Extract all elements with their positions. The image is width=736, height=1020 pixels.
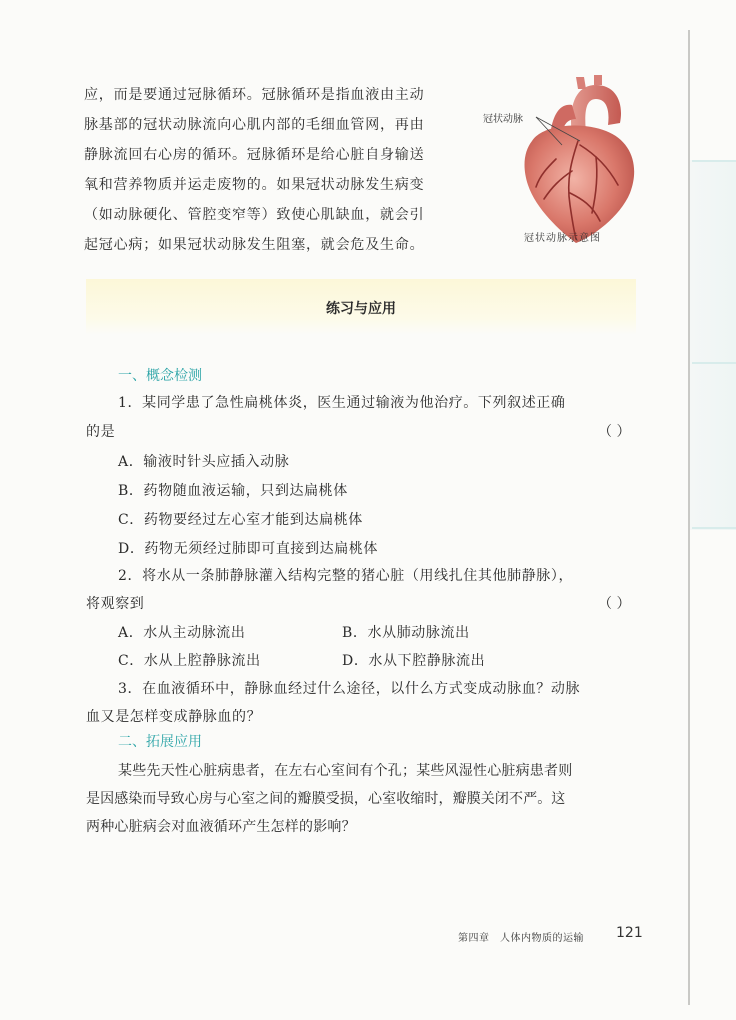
answer-blank: （ ）: [598, 596, 631, 612]
question-2-text: 2．将水从一条肺静脉灌入结构完整的猪心脏（用线扎住其他肺静脉），: [118, 568, 574, 584]
page-edge-mark: [692, 527, 736, 529]
option-b: B．药物随血液运输，只到达扁桃体: [118, 483, 348, 499]
page-edge-mark: [692, 362, 736, 364]
option-a: A．水从主动脉流出: [118, 625, 246, 641]
option-b: B．水从肺动脉流出: [342, 625, 470, 641]
heart-illustration: [480, 75, 650, 250]
chapter-footer: 第四章 人体内物质的运输: [458, 933, 584, 944]
question-1-text: 1．某同学患了急性扁桃体炎，医生通过输液为他治疗。下列叙述正确: [118, 395, 566, 411]
option-d: D．水从下腔静脉流出: [342, 653, 486, 669]
page-number: 121: [616, 925, 643, 941]
figure-label: 冠状动脉: [483, 114, 523, 125]
option-c: C．药物要经过左心室才能到达扁桃体: [118, 512, 363, 528]
intro-line: 应，而是要通过冠脉循环。冠脉循环是指血液由主动: [84, 87, 425, 103]
question-3-text: 3．在血液循环中，静脉血经过什么途径，以什么方式变成动脉血？动脉: [118, 681, 581, 697]
extension-text: 是因感染而导致心房与心室之间的瓣膜受损，心室收缩时，瓣膜关闭不严。这: [86, 791, 566, 807]
exercise-title: 练习与应用: [326, 301, 396, 317]
figure-caption: 冠状动脉示意图: [524, 233, 601, 244]
intro-paragraph: [84, 80, 469, 260]
page-edge-mark: [692, 160, 736, 162]
extension-text: 某些先天性心脏病患者，在左右心室间有个孔；某些风湿性心脏病患者则: [118, 763, 573, 779]
section-heading-extension: 二、拓展应用: [118, 734, 202, 750]
question-1-text-cont: 的是: [86, 424, 116, 440]
option-a: A．输液时针头应插入动脉: [118, 454, 290, 470]
extension-text: 两种心脏病会对血液循环产生怎样的影响？: [86, 819, 356, 835]
option-d: D．药物无须经过肺即可直接到达扁桃体: [118, 541, 379, 557]
intro-line: 脉基部的冠状动脉流向心肌内部的毛细血管网，再由: [84, 117, 425, 133]
question-2-text-cont: 将观察到: [86, 596, 145, 612]
section-heading-concept-check: 一、概念检测: [118, 368, 202, 384]
question-3-text-cont: 血又是怎样变成静脉血的？: [86, 709, 262, 725]
intro-line: 静脉流回右心房的循环。冠脉循环是给心脏自身输送: [84, 147, 425, 163]
page-edge-tint: [690, 160, 736, 530]
intro-line: （如动脉硬化、管腔变窄等）致使心肌缺血，就会引: [84, 207, 425, 223]
page-binding-edge: [688, 30, 690, 1005]
exercise-banner: [86, 279, 636, 335]
answer-blank: （ ）: [598, 424, 631, 440]
coronary-artery-figure: [480, 75, 650, 250]
intro-line: 氧和营养物质并运走废物的。如果冠状动脉发生病变: [84, 177, 425, 193]
option-c: C．水从上腔静脉流出: [118, 653, 261, 669]
intro-line: 起冠心病；如果冠状动脉发生阻塞，就会危及生命。: [84, 237, 425, 253]
